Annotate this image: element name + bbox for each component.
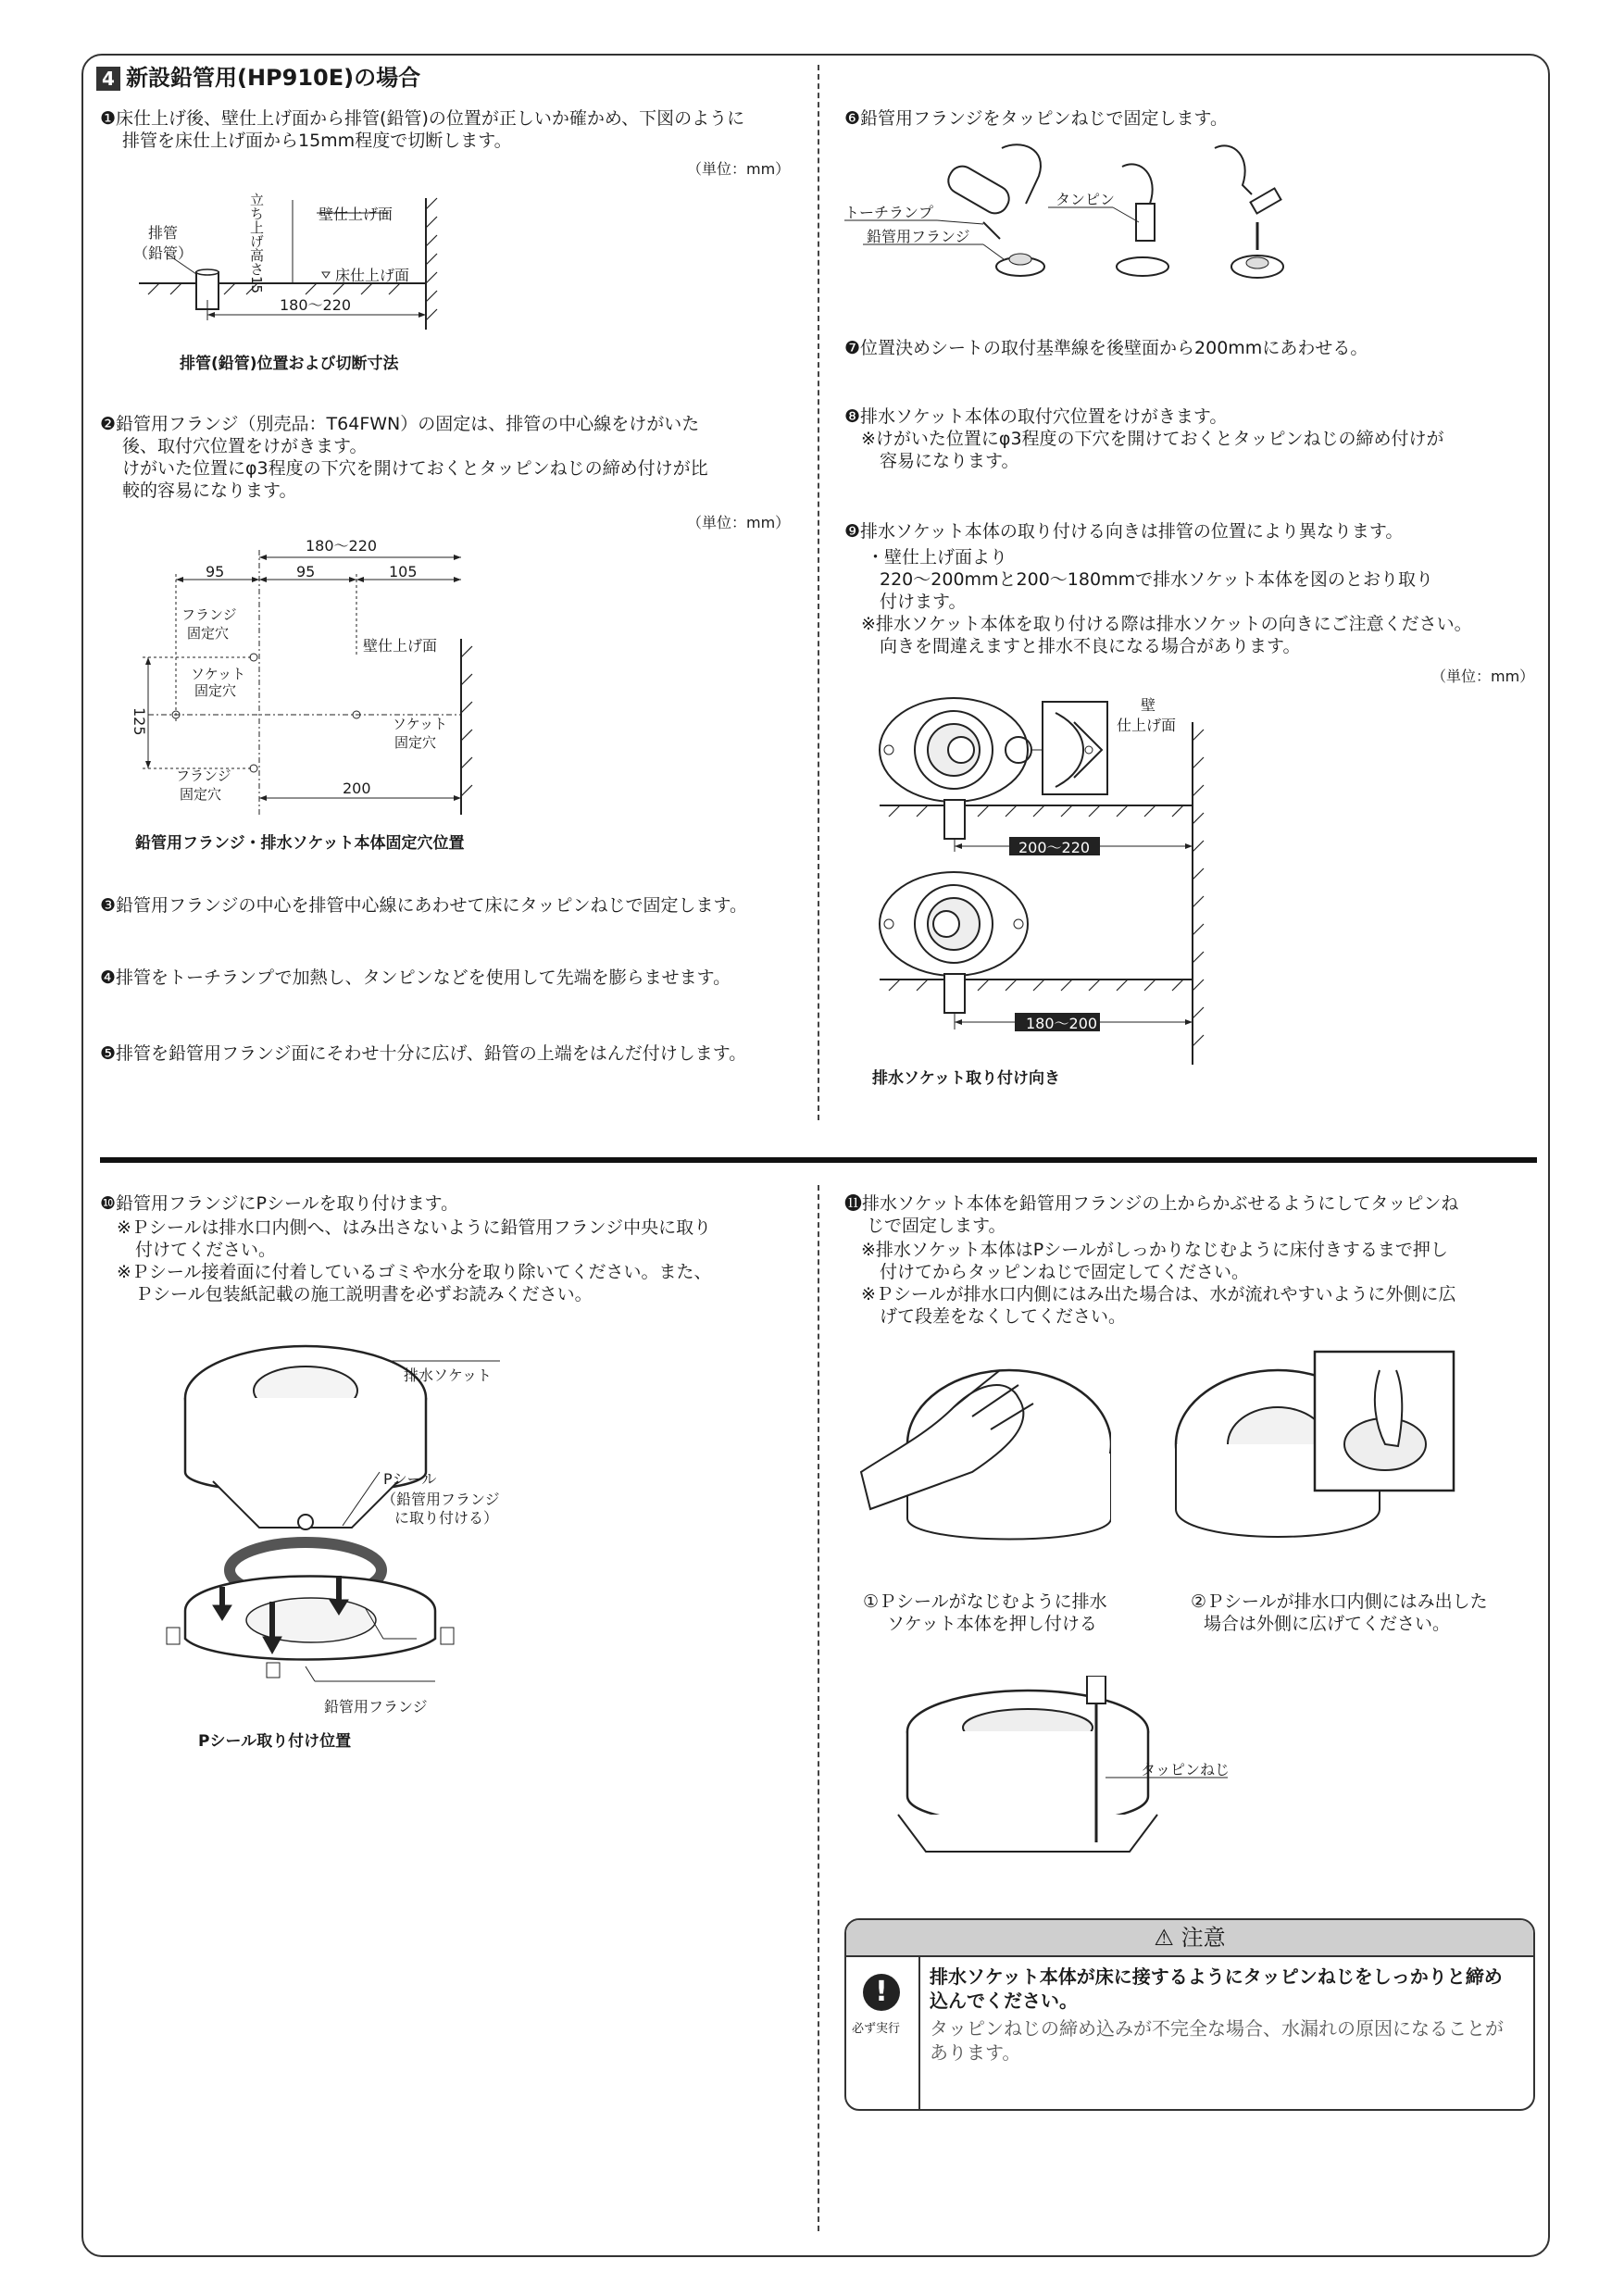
step5-text: ❺排管を鉛管用フランジ面にそわせ十分に広げ、鉛管の上端をはんだ付けします。 xyxy=(100,1043,747,1064)
step8-line2: ※けがいた位置にφ3程度の下穴を開けておくとタッピンねじの締め付けが xyxy=(861,429,1444,449)
drain-socket-label: 排水ソケット xyxy=(404,1366,493,1384)
rise-height-label: 立ち上げ高さ15 xyxy=(248,193,265,294)
step7-text: ❼位置決めシートの取付基準線を後壁面から200mmにあわせる。 xyxy=(844,338,1368,358)
socket-hole-label-1a: ソケット xyxy=(191,666,246,682)
step9-caption: 排水ソケット取り付け向き xyxy=(872,1069,1060,1088)
step11-line1: ⓫排水ソケット本体を鉛管用フランジの上からかぶせるようにしてタッピンね xyxy=(844,1193,1459,1214)
flange-hole-label-2a: フランジ xyxy=(176,767,231,784)
exclamation-icon: ! xyxy=(863,1974,900,2011)
step9-line3: 220〜200mmと200〜180mmで排水ソケット本体を図のとおり取り xyxy=(880,569,1433,590)
caution-bold-line2: 込んでください。 xyxy=(930,1990,1078,2012)
step11-caption2-line2: 場合は外側に広げてください。 xyxy=(1204,1614,1451,1634)
dim-180-220-label: 180〜220 xyxy=(280,296,352,314)
step8-line3: 容易になります。 xyxy=(880,451,1019,471)
unit-label-1: （単位：mm） xyxy=(687,160,791,178)
socket-top-view-2 xyxy=(880,872,1028,976)
step9-line2: ・壁仕上げ面より xyxy=(867,547,1008,568)
step1-line2: 排管を床仕上げ面から15mm程度で切断します。 xyxy=(122,131,512,151)
step2-line4: 較的容易になります。 xyxy=(122,480,297,501)
step6-text: ❻鉛管用フランジをタッピンねじで固定します。 xyxy=(844,108,1229,129)
step2-line1: ❷鉛管用フランジ（別売品：T64FWN）の固定は、排管の中心線をけがいた xyxy=(100,414,700,434)
column-divider-top xyxy=(818,65,819,1120)
section-title-text: 新設鉛管用(HP910E)の場合 xyxy=(126,65,421,91)
dim-95b-label: 95 xyxy=(296,563,316,580)
socket-top-view-1 xyxy=(880,698,1031,802)
socket-hole-label-2a: ソケット xyxy=(393,716,448,732)
dim-200-220-label: 200〜220 xyxy=(1018,839,1091,856)
step4-text: ❹排管をトーチランプで加熱し、タンピンなどを使用して先端を膨らませます。 xyxy=(100,967,731,988)
step10-line5: Ｐシール包装紙記載の施工説明書を必ずお読みください。 xyxy=(135,1284,593,1304)
floor-finish-label: 床仕上げ面 xyxy=(335,267,410,284)
tampin-label: タンピン xyxy=(1056,191,1116,208)
step9-line5: ※排水ソケット本体を取り付ける際は排水ソケットの向きにご注意ください。 xyxy=(861,614,1472,634)
wall-hatch xyxy=(426,198,437,320)
step9-line6: 向きを間違えますと排水不良になる場合があります。 xyxy=(880,636,1301,656)
section-number: 4 xyxy=(96,67,120,91)
caution-box xyxy=(844,1918,1535,2111)
step2-caption: 鉛管用フランジ・排水ソケット本体固定穴位置 xyxy=(135,834,465,853)
pipe-shape-1 xyxy=(944,800,965,839)
step11-caption1-line1: ①Ｐシールがなじむように排水 xyxy=(863,1591,1107,1612)
step8-line1: ❽排水ソケット本体の取付穴位置をけがきます。 xyxy=(844,406,1228,427)
step11-line2: じで固定します。 xyxy=(867,1216,1006,1236)
wall-finish-label-2: 壁仕上げ面 xyxy=(363,637,438,655)
torch-lamp-label: トーチランプ xyxy=(844,204,934,221)
caution-note-line2: あります。 xyxy=(930,2041,1021,2064)
wall-label-b: 仕上げ面 xyxy=(1117,717,1177,734)
step10-line3: 付けてください。 xyxy=(135,1240,277,1260)
step2-line2: 後、取付穴位置をけがきます。 xyxy=(122,436,368,456)
dim-total-label: 180〜220 xyxy=(306,537,378,555)
step9-line4: 付けます。 xyxy=(880,592,967,612)
press-socket-illustration xyxy=(852,1352,1111,1565)
unit-label-2: （単位：mm） xyxy=(687,514,791,531)
p-seal-label-3: に取り付ける） xyxy=(394,1509,499,1527)
flange-hole-label-2b: 固定穴 xyxy=(180,786,222,803)
step11-caption2-line1: ②Ｐシールが排水口内側にはみ出した xyxy=(1191,1591,1488,1612)
step11-line6: げて段差をなくしてください。 xyxy=(880,1306,1127,1327)
step1-line1: ❶床仕上げ後、壁仕上げ面から排管(鉛管)の位置が正しいか確かめ、下図のように xyxy=(100,108,745,129)
step11-line5: ※Ｐシールが排水口内側にはみ出た場合は、水が流れやすいように外側に広 xyxy=(861,1284,1456,1304)
dim-105-label: 105 xyxy=(389,563,418,580)
section-separator xyxy=(100,1157,1537,1163)
wall-finish-label-1: 壁仕上げ面 xyxy=(319,206,394,223)
flange-hole-label-1b: 固定穴 xyxy=(187,625,230,642)
tapping-screw-label: タッピンねじ xyxy=(1141,1761,1230,1778)
dim-180-200-label: 180〜200 xyxy=(1026,1015,1098,1032)
step9-line1: ❾排水ソケット本体の取り付ける向きは排管の位置により異なります。 xyxy=(844,521,1404,542)
pipe-label-1: 排管 xyxy=(148,224,179,242)
socket-hole-label-2b: 固定穴 xyxy=(394,734,437,751)
socket-hole-label-1b: 固定穴 xyxy=(194,682,237,699)
wall-label-a: 壁 xyxy=(1141,696,1156,714)
zoom-detail-box xyxy=(1043,702,1107,794)
p-seal-label-1: Pシール xyxy=(383,1470,437,1488)
step10-line1: ❿鉛管用フランジにPシールを取り付けます。 xyxy=(100,1193,459,1214)
column-divider-bottom xyxy=(818,1185,819,2231)
step10-line4: ※Ｐシール接着面に付着しているゴミや水分を取り除いてください。また、 xyxy=(117,1262,712,1282)
caution-icon-area xyxy=(846,1955,920,2109)
caution-bold-line1: 排水ソケット本体が床に接するようにタッピンねじをしっかりと締め xyxy=(930,1965,1503,1988)
lead-flange-label-2: 鉛管用フランジ xyxy=(324,1698,428,1716)
flange-hole-label-1a: フランジ xyxy=(181,606,237,623)
flange-shape-2 xyxy=(1117,257,1168,276)
step3-text: ❸鉛管用フランジの中心を排管中心線にあわせて床にタッピンねじで固定します。 xyxy=(100,895,748,916)
step2-line3: けがいた位置にφ3程度の下穴を開けておくとタッピンねじの締め付けが比 xyxy=(122,458,708,479)
step1-caption: 排管(鉛管)位置および切断寸法 xyxy=(180,355,399,373)
smooth-seal-illustration xyxy=(1167,1342,1463,1565)
dim-125-label: 125 xyxy=(131,707,148,736)
step10-line2: ※Ｐシールは排水口内側へ、はみ出さないように鉛管用フランジ中央に取り xyxy=(117,1217,712,1238)
step11-line4: 付けてからタッピンねじで固定してください。 xyxy=(880,1262,1250,1282)
caution-header: ⚠ 注意 xyxy=(846,1920,1533,1957)
unit-label-3: （単位：mm） xyxy=(1431,668,1535,685)
must-do-label: 必ず実行 xyxy=(852,2022,901,2036)
dim-95a-label: 95 xyxy=(206,563,225,580)
step10-caption: Pシール取り付け位置 xyxy=(198,1732,352,1751)
pipe-shape-2 xyxy=(944,974,965,1013)
step11-line3: ※排水ソケット本体はPシールがしっかりなじむように床付きするまで押し xyxy=(861,1240,1448,1260)
caution-note-line1: タッピンねじの締め込みが不完全な場合、水漏れの原因になることが xyxy=(930,2017,1504,2040)
dim-200-label: 200 xyxy=(343,780,371,797)
pipe-label-2: （鉛管） xyxy=(133,244,194,262)
p-seal-label-2: （鉛管用フランジ xyxy=(381,1491,500,1508)
section-title xyxy=(96,59,420,92)
lead-flange-label-1: 鉛管用フランジ xyxy=(867,228,970,245)
step11-caption1-line2: ソケット本体を押し付ける xyxy=(887,1614,1097,1634)
